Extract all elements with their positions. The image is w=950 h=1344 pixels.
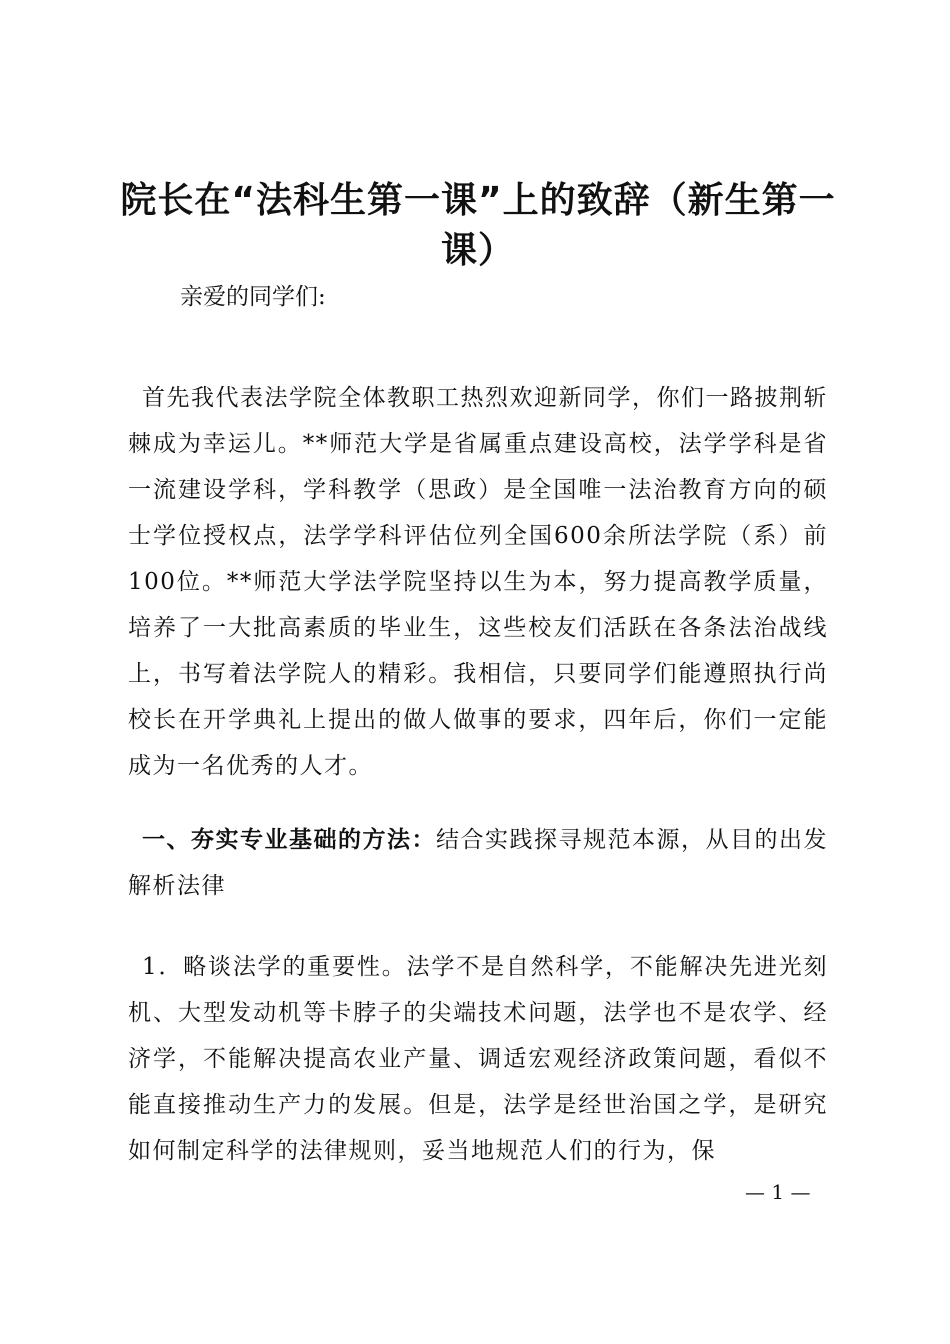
- paragraph-importance: 1．略谈法学的重要性。法学不是自然科学，不能解决先进光刻机、大型发动机等卡脖子的尖端技术问题，法学也不是农学、经济学，不能解决提高农业产量、调适宏观经济政策问题，看似不能直接推动生产力的发展。但是，法学是经世治国之学，是研究如何制定科学的法律规则，妥当地规范人们的行为，保: [128, 954, 828, 1164]
- section-heading-1: [128, 817, 828, 909]
- page-number: — 1 —: [745, 1180, 811, 1204]
- paragraph-welcome: 首先我代表法学院全体教职工热烈欢迎新同学，你们一路披荆斩棘成为幸运儿。**师范大学是省属重点建设高校，法学学科是省一流建设学科，学科教学（思政）是全国唯一法治教育方向的硕士学位授权点，法学学科评估位列全国600余所法学院（系）前100位。**师范大学法学院坚持以生为本，努力提高教学质量，培养了一大批高素质的毕业生，这些校友们活跃在各条法治战线上，书写着法学院人的精彩。我相信，只要同学们能遵照执行尚校长在开学典礼上提出的做人做事的要求，四年后，你们一定能成为一名优秀的人才。: [128, 385, 828, 779]
- section-heading-text: 结合实践探寻规范本源，从目的出发解析法律: [128, 827, 828, 899]
- section-heading-bold: 一、夯实专业基础的方法：: [142, 827, 436, 853]
- greeting: 亲爱的同学们:: [180, 284, 326, 310]
- document-title: 院长在“法科生第一课”上的致辞（新生第一课）: [120, 180, 836, 271]
